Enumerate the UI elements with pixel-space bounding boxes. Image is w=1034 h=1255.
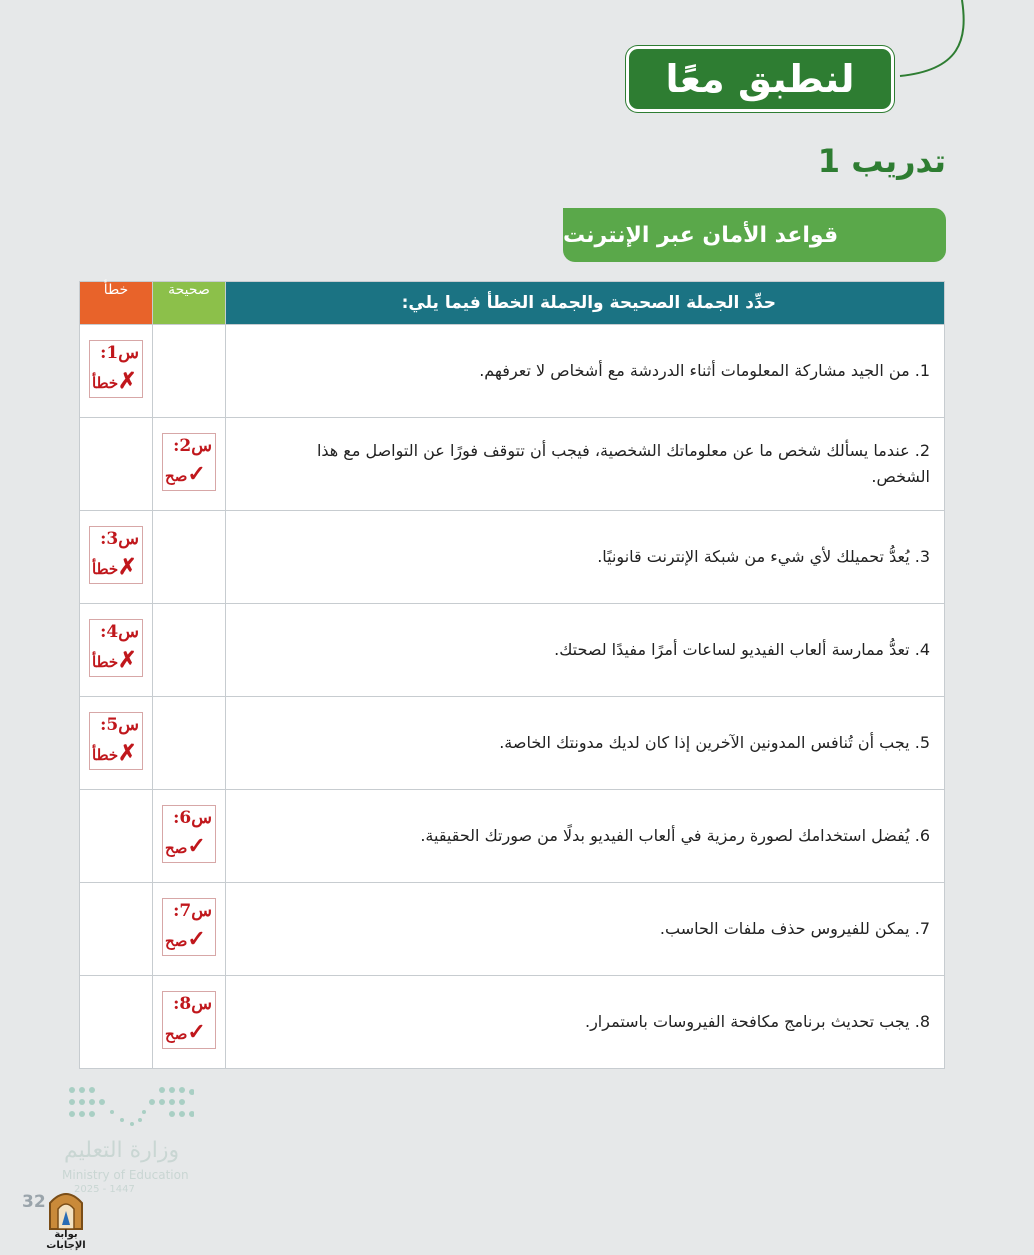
false-cell[interactable] — [80, 883, 153, 976]
stamp-question-label: س7: — [173, 901, 212, 921]
true-cell[interactable] — [153, 604, 226, 697]
question-text: 1. من الجيد مشاركة المعلومات أثناء الدردشة مع أشخاص لا تعرفهم. — [226, 325, 945, 418]
check-mark-icon: ✓ — [187, 461, 206, 487]
stamp-verdict — [92, 368, 137, 394]
table-row — [80, 790, 945, 883]
true-cell[interactable] — [153, 883, 226, 976]
check-mark-icon: ✓ — [187, 1019, 206, 1045]
question-text: 3. يُعدُّ تحميلك لأي شيء من شبكة الإنترنت قانونيًا. — [226, 511, 945, 604]
portal-label: بوابة الإجابات — [46, 1229, 86, 1251]
false-cell[interactable] — [80, 511, 153, 604]
answer-stamp — [89, 340, 143, 398]
page-number: 32 — [22, 1192, 46, 1212]
stamp-verdict — [92, 554, 137, 580]
portal-building-icon — [38, 1185, 94, 1231]
true-cell[interactable] — [153, 418, 226, 511]
true-cell[interactable] — [153, 325, 226, 418]
question-column-header: حدِّد الجملة الصحيحة والجملة الخطأ فيما يلي: — [226, 282, 945, 325]
stamp-verdict-text: صح — [165, 932, 188, 950]
false-cell[interactable] — [80, 697, 153, 790]
true-cell[interactable] — [153, 790, 226, 883]
true-column-header: صحيحة — [153, 282, 226, 325]
stamp-verdict-text: خطأ — [92, 560, 119, 578]
answer-stamp — [162, 433, 216, 491]
ministry-logo — [60, 1078, 200, 1198]
check-mark-icon: ✓ — [187, 926, 206, 952]
lets-apply-badge: لنطبق معًا — [626, 46, 894, 112]
table-row — [80, 418, 945, 511]
stamp-verdict-text: خطأ — [92, 374, 119, 392]
stamp-question-label: س6: — [173, 808, 212, 828]
x-mark-icon: ✗ — [118, 740, 137, 766]
stamp-verdict-text: صح — [165, 467, 188, 485]
answer-stamp — [162, 991, 216, 1049]
ministry-name-ar: وزارة التعليم — [64, 1138, 180, 1163]
x-mark-icon: ✗ — [118, 647, 137, 673]
table-row — [80, 883, 945, 976]
answer-stamp — [89, 712, 143, 770]
question-text: 8. يجب تحديث برنامج مكافحة الفيروسات باستمرار. — [226, 976, 945, 1069]
stamp-question-label: س4: — [100, 622, 139, 642]
stamp-verdict-text: خطأ — [92, 746, 119, 764]
stamp-verdict — [165, 461, 206, 487]
false-cell[interactable] — [80, 790, 153, 883]
stamp-question-label: س1: — [100, 343, 139, 363]
false-cell[interactable] — [80, 976, 153, 1069]
answer-stamp — [89, 619, 143, 677]
x-mark-icon: ✗ — [118, 368, 137, 394]
table-row — [80, 976, 945, 1069]
true-cell[interactable] — [153, 697, 226, 790]
answers-portal-logo — [38, 1185, 94, 1251]
stamp-question-label: س3: — [100, 529, 139, 549]
stamp-verdict — [165, 1019, 206, 1045]
stamp-verdict-text: صح — [165, 839, 188, 857]
false-cell[interactable] — [80, 418, 153, 511]
table-row — [80, 511, 945, 604]
table-row — [80, 604, 945, 697]
stamp-verdict — [165, 926, 206, 952]
false-cell[interactable] — [80, 604, 153, 697]
section-banner: قواعد الأمان عبر الإنترنت — [563, 208, 946, 262]
stamp-verdict-text: خطأ — [92, 653, 119, 671]
true-false-table — [79, 281, 945, 1069]
question-text: 2. عندما يسألك شخص ما عن معلوماتك الشخصية، فيجب أن تتوقف فورًا عن التواصل مع هذا الشخص. — [226, 418, 945, 511]
question-text: 7. يمكن للفيروس حذف ملفات الحاسب. — [226, 883, 945, 976]
true-cell[interactable] — [153, 976, 226, 1069]
table-row — [80, 697, 945, 790]
x-mark-icon: ✗ — [118, 554, 137, 580]
answer-stamp — [89, 526, 143, 584]
false-cell[interactable] — [80, 325, 153, 418]
true-cell[interactable] — [153, 511, 226, 604]
stamp-verdict — [165, 833, 206, 859]
check-mark-icon: ✓ — [187, 833, 206, 859]
stamp-verdict-text: صح — [165, 1025, 188, 1043]
stamp-verdict — [92, 647, 137, 673]
question-text: 5. يجب أن تُنافس المدونين الآخرين إذا كان لديك مدونتك الخاصة. — [226, 697, 945, 790]
ministry-name-en: Ministry of Education — [62, 1168, 189, 1182]
answer-stamp — [162, 805, 216, 863]
stamp-question-label: س5: — [100, 715, 139, 735]
question-text: 4. تعدُّ ممارسة ألعاب الفيديو لساعات أمرًا مفيدًا لصحتك. — [226, 604, 945, 697]
answer-stamp — [162, 898, 216, 956]
false-column-header: خطأ — [80, 282, 153, 325]
stamp-question-label: س2: — [173, 436, 212, 456]
drill-title: تدريب 1 — [817, 142, 946, 180]
stamp-verdict — [92, 740, 137, 766]
question-text: 6. يُفضل استخدامك لصورة رمزية في ألعاب الفيديو بدلًا من صورتك الحقيقية. — [226, 790, 945, 883]
ministry-dots-icon — [64, 1082, 194, 1132]
stamp-question-label: س8: — [173, 994, 212, 1014]
ministry-years: 2025 - 1447 — [74, 1184, 135, 1195]
table-row — [80, 325, 945, 418]
table-header-row — [80, 282, 945, 325]
